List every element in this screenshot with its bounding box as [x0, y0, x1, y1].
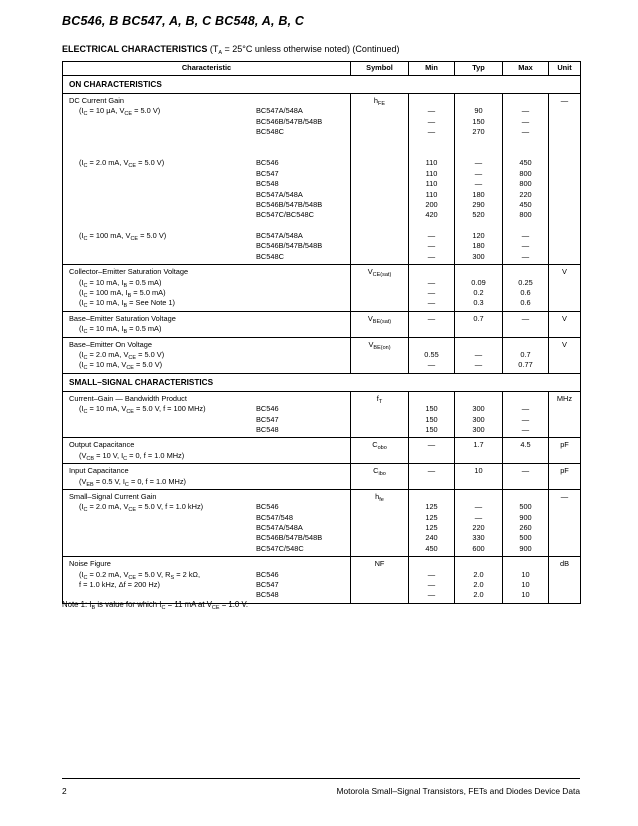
- typ-cell: — —: [455, 337, 503, 373]
- typ-cell: 0.09 0.2 0.3: [455, 265, 503, 312]
- column-header: Unit: [549, 62, 581, 76]
- min-cell: — — —: [409, 265, 455, 312]
- table-row: [63, 489, 581, 556]
- unit-cell: —: [549, 94, 581, 265]
- footer-divider: [62, 778, 580, 779]
- min-cell: 0.55 —: [409, 337, 455, 373]
- condition-text: ($I_C = 100$ mA, $V_{CE} = 5.0$ V): [79, 231, 167, 243]
- page-title: BC546, B BC547, A, B, C BC548, A, B, C: [62, 14, 305, 28]
- condition-text: ($I_C = 10$ mA, $I_B$ = See Note 1): [79, 298, 175, 310]
- min-cell: —: [409, 311, 455, 337]
- max-cell: — — —: [503, 391, 549, 438]
- device-label: BC548: [256, 424, 279, 434]
- unit-cell: MHz: [549, 391, 581, 438]
- device-label: BC546B/547B/548B: [256, 199, 323, 209]
- max-cell: 0.7 0.77: [503, 337, 549, 373]
- max-cell: —: [503, 311, 549, 337]
- characteristic-cell: Output Capacitance ($V_{CB} = 10$ V, $I_C = 0$, f = 1.0 MHz): [63, 438, 351, 464]
- device-label: BC546: [256, 569, 279, 579]
- unit-cell: —: [549, 489, 581, 556]
- max-cell: —: [503, 464, 549, 490]
- unit-cell: V: [549, 337, 581, 373]
- max-cell: 10 10 10: [503, 557, 549, 604]
- device-label: BC548: [256, 590, 279, 600]
- unit-cell: dB: [549, 557, 581, 604]
- symbol-cell: $h_{fe}$: [351, 489, 409, 556]
- characteristic-cell: DC Current Gain ($I_C = 10$ μA, $V_{CE} = 5.0$ V) BC547A/548A BC546B/547B/548B BC548C ($I_C = 2.0$ mA, $V_{CE} = 5.0$ V) BC546 BC547 BC548 BC547A/548A BC546B/547B/548B BC547C/BC548C ($I_C = 100$ mA, $V_{CE} = 5.0$ V) BC547A/548A BC546B/547B/548B BC548C: [63, 94, 351, 265]
- characteristic-cell: Base–Emitter Saturation Voltage ($I_C = 10$ mA, $I_B = 0.5$ mA): [63, 311, 351, 337]
- device-label: BC547A/548A: [256, 231, 303, 241]
- characteristic-cell: Base–Emitter On Voltage ($I_C = 2.0$ mA, $V_{CE} = 5.0$ V) ($I_C = 10$ mA, $V_{CE} = 5.0$ V): [63, 337, 351, 373]
- device-label: BC547/548: [256, 512, 293, 522]
- column-header: Min: [409, 62, 455, 76]
- condition-text: ($I_C = 2.0$ mA, $V_{CE} = 5.0$ V): [79, 158, 165, 170]
- condition-text: ($I_C = 10$ mA, $I_B = 0.5$ mA): [79, 277, 162, 289]
- typ-cell: 300 300 300: [455, 391, 503, 438]
- column-header: Symbol: [351, 62, 409, 76]
- typ-cell: 90 150 270 — — — 180 290 520 120 180 300: [455, 94, 503, 265]
- unit-cell: V: [549, 311, 581, 337]
- condition-text: ($I_C = 2.0$ mA, $V_{CE} = 5.0$ V): [79, 349, 165, 361]
- max-cell: 0.25 0.6 0.6: [503, 265, 549, 312]
- condition-text: ($V_{EB} = 0.5$ V, $I_C = 0$, f = 1.0 MHz): [79, 476, 186, 488]
- characteristics-table: [62, 61, 581, 604]
- device-label: BC547C/548C: [256, 543, 304, 553]
- device-label: BC548: [256, 179, 279, 189]
- column-header: Typ: [455, 62, 503, 76]
- condition-text: ($I_C = 10$ mA, $V_{CE} = 5.0$ V, f = 100 MHz): [79, 404, 206, 416]
- page-number: 2: [62, 786, 67, 796]
- typ-cell: 10: [455, 464, 503, 490]
- unit-cell: pF: [549, 464, 581, 490]
- table-row: [63, 557, 581, 604]
- typ-cell: — — 220 330 600: [455, 489, 503, 556]
- column-header: Max: [503, 62, 549, 76]
- device-label: BC547: [256, 168, 279, 178]
- device-label: BC547A/548A: [256, 189, 303, 199]
- characteristic-cell: Noise Figure ($I_C = 0.2$ mA, $V_{CE} = 5.0$ V, $R_S = 2$ kΩ, f = 1.0 kHz, Δf = 200 Hz) BC546 BC547 BC548: [63, 557, 351, 604]
- typ-cell: 2.0 2.0 2.0: [455, 557, 503, 604]
- condition-text: ($I_C = 0.2$ mA, $V_{CE} = 5.0$ V, $R_S = 2$ kΩ,: [79, 569, 201, 581]
- device-label: BC548C: [256, 251, 284, 261]
- table-row: [63, 391, 581, 438]
- device-label: BC548C: [256, 127, 284, 137]
- table-row: [63, 464, 581, 490]
- symbol-cell: $C_{obo}$: [351, 438, 409, 464]
- device-label: BC547A/548A: [256, 106, 303, 116]
- condition-text: ($I_C = 10$ mA, $V_{CE} = 5.0$ V): [79, 360, 163, 372]
- device-label: BC546: [256, 502, 279, 512]
- symbol-cell: $f_T$: [351, 391, 409, 438]
- table-row: [63, 311, 581, 337]
- characteristic-cell: Collector–Emitter Saturation Voltage ($I_C = 10$ mA, $I_B = 0.5$ mA) ($I_C = 100$ mA, $I_B = 5.0$ mA) ($I_C = 10$ mA, $I_B$ = See Note 1): [63, 265, 351, 312]
- section-heading-on: ON CHARACTERISTICS: [63, 76, 581, 94]
- typ-cell: 0.7: [455, 311, 503, 337]
- typ-cell: 1.7: [455, 438, 503, 464]
- table-row: [63, 265, 581, 312]
- device-label: BC546: [256, 158, 279, 168]
- max-cell: 500 900 260 500 900: [503, 489, 549, 556]
- min-cell: 150 150 150: [409, 391, 455, 438]
- device-label: BC547: [256, 414, 279, 424]
- table-row: [63, 337, 581, 373]
- section-heading-small-signal: SMALL–SIGNAL CHARACTERISTICS: [63, 373, 581, 391]
- table-header-row: [63, 62, 581, 76]
- table-row: [63, 438, 581, 464]
- characteristic-cell: Current–Gain — Bandwidth Product ($I_C = 10$ mA, $V_{CE} = 5.0$ V, f = 100 MHz) BC546 BC547 BC548: [63, 391, 351, 438]
- table-row: [63, 94, 581, 265]
- min-cell: 125 125 125 240 450: [409, 489, 455, 556]
- condition-text: ($I_C = 10$ μA, $V_{CE} = 5.0$ V): [79, 106, 161, 118]
- condition-text: f = 1.0 kHz, Δf = 200 Hz): [79, 580, 160, 590]
- condition-text: ($I_C = 100$ mA, $I_B = 5.0$ mA): [79, 288, 166, 300]
- symbol-cell: $C_{ibo}$: [351, 464, 409, 490]
- symbol-cell: $V_{BE(sat)}$: [351, 311, 409, 337]
- condition-text: ($I_C = 2.0$ mA, $V_{CE} = 5.0$ V, f = 1.0 kHz): [79, 502, 204, 514]
- condition-text: ($I_C = 10$ mA, $I_B = 0.5$ mA): [79, 324, 162, 336]
- device-label: BC546: [256, 404, 279, 414]
- device-label: BC547C/BC548C: [256, 210, 314, 220]
- symbol-cell: $V_{BE(on)}$: [351, 337, 409, 373]
- device-label: BC547A/548A: [256, 523, 303, 533]
- min-cell: —: [409, 438, 455, 464]
- device-label: BC547: [256, 580, 279, 590]
- device-label: BC546B/547B/548B: [256, 533, 323, 543]
- characteristic-cell: Small–Signal Current Gain ($I_C = 2.0$ mA, $V_{CE} = 5.0$ V, f = 1.0 kHz) BC546 BC547/548 BC547A/548A BC546B/547B/548B BC547C/548C: [63, 489, 351, 556]
- max-cell: 4.5: [503, 438, 549, 464]
- condition-text: ($V_{CB} = 10$ V, $I_C = 0$, f = 1.0 MHz): [79, 450, 185, 462]
- min-cell: —: [409, 464, 455, 490]
- min-cell: — — —: [409, 557, 455, 604]
- unit-cell: V: [549, 265, 581, 312]
- max-cell: — — — 450 800 800 220 450 800 — — —: [503, 94, 549, 265]
- unit-cell: pF: [549, 438, 581, 464]
- table-caption: ELECTRICAL CHARACTERISTICS ($T_A = 25^\circ C$ unless otherwise noted) (Continued): [62, 44, 400, 56]
- characteristic-cell: Input Capacitance ($V_{EB} = 0.5$ V, $I_C = 0$, f = 1.0 MHz): [63, 464, 351, 490]
- device-label: BC546B/547B/548B: [256, 116, 323, 126]
- symbol-cell: NF: [351, 557, 409, 604]
- min-cell: — — — 110 110 110 110 200 420 — — —: [409, 94, 455, 265]
- footnote: Note 1: $I_B$ is value for which $I_C = 11$ mA at $V_{CE} = 1.0$ V.: [62, 600, 249, 611]
- footer-title: Motorola Small–Signal Transistors, FETs and Diodes Device Data: [336, 786, 580, 796]
- symbol-cell: $h_{FE}$: [351, 94, 409, 265]
- symbol-cell: $V_{CE(sat)}$: [351, 265, 409, 312]
- device-label: BC546B/547B/548B: [256, 241, 323, 251]
- column-header: Characteristic: [63, 62, 351, 76]
